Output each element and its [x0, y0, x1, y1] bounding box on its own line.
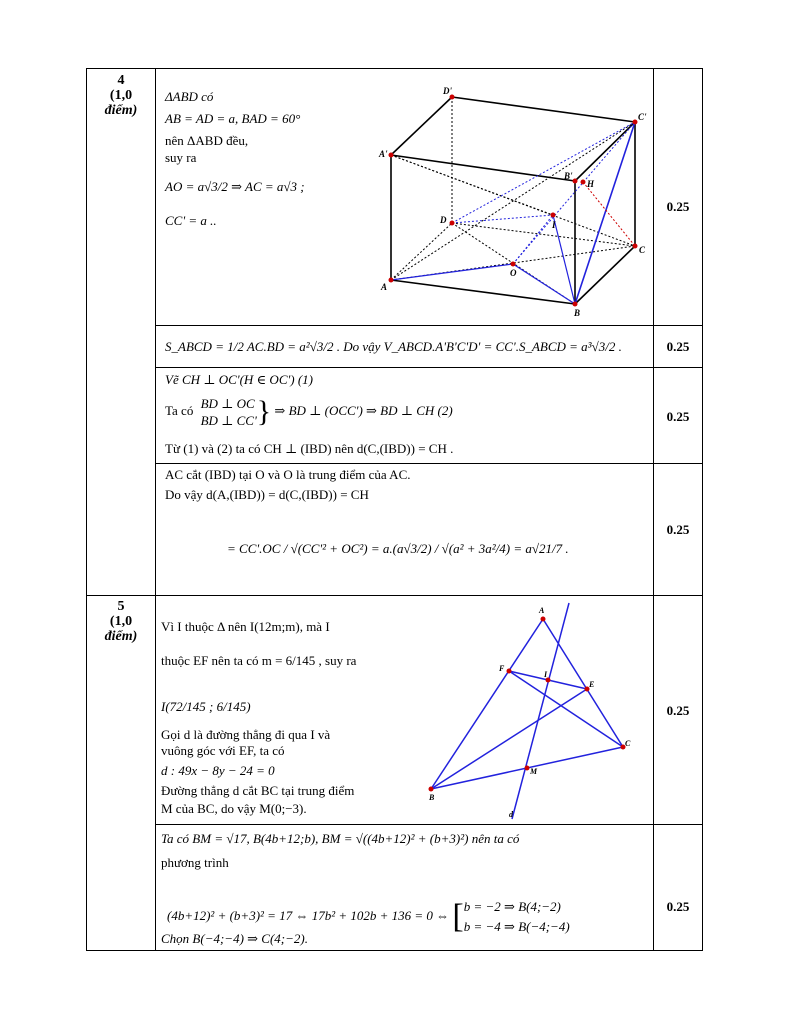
cube-edge [452, 97, 635, 122]
q4-part3-line-2 [165, 395, 453, 429]
question-points: (1,0 [109, 614, 133, 629]
altitude [431, 689, 587, 789]
point [450, 221, 455, 226]
q4-part3-line-3: Từ (1) và (2) ta có CH ⊥ (IBD) nên d(C,(IBD)) = CH . [165, 441, 454, 456]
q5-score-1: 0.25 [666, 703, 690, 718]
question-points-unit: điểm) [104, 103, 138, 118]
q5-line-6: d : 49x − 8y − 24 = 0 [161, 763, 275, 778]
row-divider [155, 824, 703, 825]
q5-line-4: Gọi d là đường thẳng đi qua I và [161, 727, 331, 742]
figure-label: B [574, 308, 581, 318]
triangle-figure [417, 597, 651, 823]
q5-line-1: Vì I thuộc Δ nên I(12m;m), mà I [161, 619, 330, 634]
q4-part3-prefix: Ta có [165, 402, 194, 418]
blue-line [575, 122, 635, 304]
blue-dashed-line [513, 215, 553, 264]
point [511, 262, 516, 267]
figure-label: B' [564, 171, 573, 181]
question-number: 5 [117, 599, 125, 614]
hidden-edge [391, 223, 452, 280]
figure-label: C' [638, 112, 647, 122]
q5-line-3: I(72/145 ; 6/145) [161, 699, 251, 714]
figure-label: D' [443, 86, 452, 96]
q4-system-line: BD ⊥ OC [200, 396, 255, 411]
question-4-number [87, 73, 155, 118]
q5-score-2: 0.25 [666, 899, 690, 914]
q5-solution: b = −4 ⇒ B(−4;−4) [463, 919, 570, 934]
point [551, 213, 556, 218]
blue-dashed-line [452, 215, 553, 223]
figure-label: B [429, 793, 435, 802]
point [633, 120, 638, 125]
q5-line-7: Đường thẳng d cắt BC tại trung điểm [161, 783, 355, 798]
point [633, 244, 638, 249]
q5-line-5: vuông góc với EF, ta có [161, 743, 285, 758]
q5-line-2: thuộc EF nên ta có m = 6/145 , suy ra [161, 653, 357, 668]
q5-solution: b = −2 ⇒ B(4;−2) [463, 899, 561, 914]
figure-label: O [510, 268, 517, 278]
cube-figure [377, 83, 647, 319]
row-divider [155, 325, 653, 326]
q4-system [201, 395, 257, 429]
q5-line-8: M của BC, do vậy M(0;−3). [161, 801, 307, 816]
point [581, 180, 586, 185]
q5-part2-line-4: Chọn B(−4;−4) ⇒ C(4;−2). [161, 931, 308, 946]
q4-score-2: 0.25 [666, 339, 690, 354]
q4-line-2: AB = AD = a, BAD = 60° [165, 111, 301, 126]
figure-label: d [509, 810, 513, 819]
blue-line [391, 264, 513, 280]
point [573, 179, 578, 184]
row-divider [653, 325, 703, 326]
q4-score-3: 0.25 [666, 409, 690, 424]
blue-dashed-line [513, 122, 635, 264]
point [389, 278, 394, 283]
point [429, 787, 434, 792]
q4-line-4: suy ra [165, 150, 197, 165]
figure-label: F [499, 664, 505, 673]
q5-part2-line-2: phương trình [161, 855, 229, 870]
blue-line [513, 264, 575, 304]
left-bracket: [ [452, 898, 464, 935]
figure-label: D [440, 215, 447, 225]
figure-label: E [589, 680, 595, 689]
q4-line-6: CC' = a .. [165, 213, 217, 228]
triangle-side [543, 619, 623, 747]
cube-edge [391, 155, 575, 181]
q4-line-5: AO = a√3/2 ⇒ AC = a√3 ; [165, 179, 305, 194]
column-divider [155, 69, 156, 950]
blue-dashed-line [452, 122, 635, 223]
question-points: (1,0 [109, 88, 133, 103]
point [389, 153, 394, 158]
q5-equation: (4b+12)² + (b+3)² = 17 ⇔ 17b² + 102b + 136 = 0 ⇔ [167, 907, 450, 923]
figure-label: H [587, 179, 595, 189]
q4-line-3: nên ΔABD đều, [165, 133, 249, 148]
q4-part3-conclusion: ⇒ BD ⊥ (OCC') ⇒ BD ⊥ CH (2) [274, 402, 453, 418]
q4-part3-line-1: Vẽ CH ⊥ OC'(H ∈ OC') (1) [165, 372, 314, 387]
figure-label: I [544, 670, 548, 679]
q5-part2-line-1: Ta có BM = √17, B(4b+12;b), BM = √((4b+12)² + (b+3)²) nên ta có [161, 831, 520, 846]
cube-edge [391, 97, 452, 155]
figure-label: M [530, 767, 538, 776]
line-d [512, 603, 569, 819]
figure-label: I [552, 220, 556, 230]
q5-solutions [464, 897, 570, 937]
point [541, 617, 546, 622]
row-divider [155, 463, 703, 464]
question-points-unit: điểm) [104, 629, 138, 644]
question-number: 4 [117, 73, 125, 88]
figure-label: A [539, 606, 545, 615]
question-5-number [87, 599, 155, 644]
q4-system-line: BD ⊥ CC' [200, 413, 257, 428]
figure-label: C [625, 739, 631, 748]
right-brace: } [256, 395, 272, 428]
point [507, 669, 512, 674]
answer-table [86, 68, 703, 951]
point [573, 302, 578, 307]
row-divider [87, 595, 703, 596]
point [525, 766, 530, 771]
figure-label: A [381, 282, 388, 292]
figure-label: A' [379, 149, 388, 159]
q4-score-1: 0.25 [666, 199, 690, 214]
blue-line [553, 215, 575, 304]
q4-part4-line-3: = CC'.OC / √(CC'² + OC²) = a.(a√3/2) / √(a² + 3a²/4) = a√21/7 . [227, 541, 569, 556]
q4-score-4: 0.25 [666, 522, 690, 537]
q4-part4-line-1: AC cắt (IBD) tại O và O là trung điểm của AC. [165, 467, 411, 482]
altitude [509, 671, 623, 747]
q4-line-1: ΔABD có [165, 89, 214, 104]
q4-volume-line: S_ABCD = 1/2 AC.BD = a²√3/2 . Do vậy V_ABCD.A'B'C'D' = CC'.S_ABCD = a³√3/2 . [165, 339, 622, 354]
cube-edge [391, 280, 575, 304]
row-divider [155, 367, 703, 368]
q4-part4-line-2: Do vậy d(A,(IBD)) = d(C,(IBD)) = CH [165, 487, 369, 502]
figure-label: C [639, 245, 646, 255]
hidden-edge [391, 155, 553, 215]
